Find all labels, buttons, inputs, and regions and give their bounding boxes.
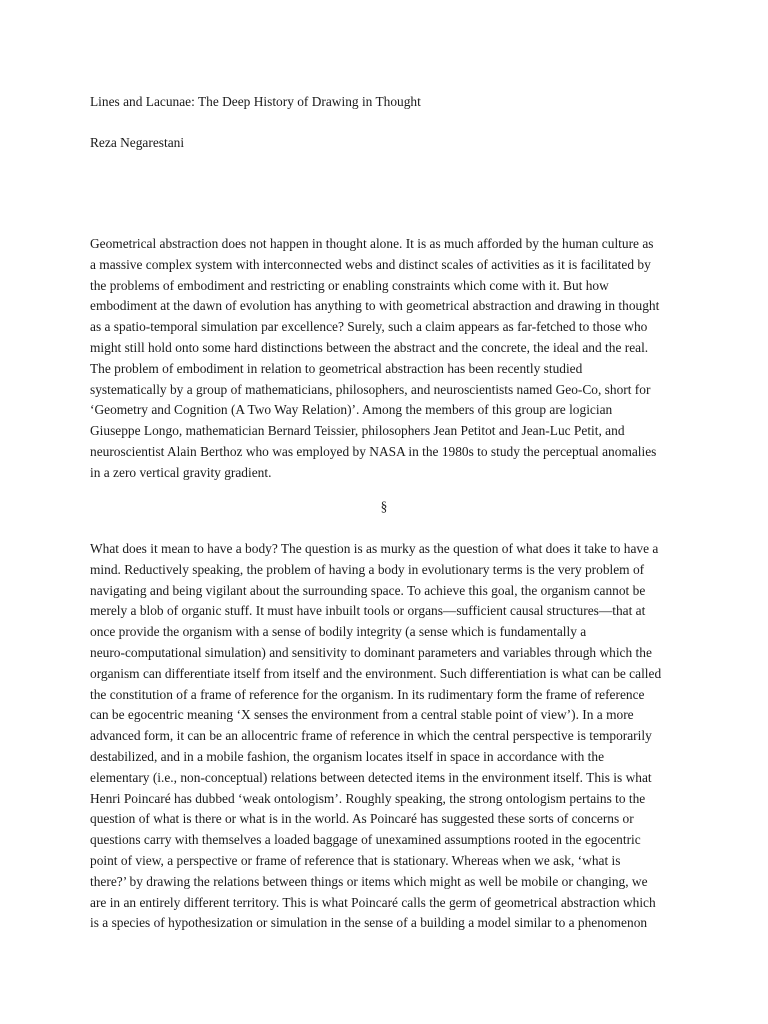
paragraph-line: Henri Poincaré has dubbed ‘weak ontologism’. Roughly speaking, the strong ontologism pertains to the bbox=[90, 790, 646, 806]
paragraph-line: Giuseppe Longo, mathematician Bernard Teissier, philosophers Jean Petitot and Jean-Luc Petit, and bbox=[90, 423, 625, 439]
section-separator: § bbox=[380, 499, 388, 514]
paragraph-line: What does it mean to have a body? The question is as murky as the question of what does it take to have a bbox=[90, 541, 659, 556]
paragraph-line: mind. Reductively speaking, the problem of having a body in evolutionary terms is the very problem of bbox=[90, 561, 645, 577]
paragraph-line: destabilized, and in a mobile fashion, the organism locates itself in space in accordance with the bbox=[90, 748, 605, 764]
document-author: Reza Negarestani bbox=[90, 135, 185, 150]
paragraph-line: the problems of embodiment and restricting or enabling constraints which come with it. But how bbox=[90, 277, 609, 293]
paragraph-line: are in an entirely different territory. This is what Poincaré calls the germ of geometrical abstraction which bbox=[90, 894, 656, 910]
paragraph-line: ‘Geometry and Cognition (A Two Way Relation)’. Among the members of this group are logician bbox=[90, 402, 613, 418]
paragraph-line: is a species of hypothesization or simulation in the sense of a building a model similar to a phenomenon bbox=[90, 915, 648, 931]
paragraph-line: organism can differentiate itself from itself and the environment. Such differentiation is what can be called bbox=[90, 665, 662, 681]
paragraph-line: there?’ by drawing the relations between things or items which might as well be mobile or changing, we bbox=[90, 873, 648, 889]
paragraph-line: point of view, a perspective or frame of reference that is stationary. Whereas when we ask, ‘what is bbox=[90, 852, 621, 868]
paragraph-line: navigating and being vigilant about the surrounding space. To achieve this goal, the organism cannot be bbox=[90, 582, 646, 598]
paragraph-line: neuroscientist Alain Berthoz who was employed by NASA in the 1980s to study the perceptual anomalies bbox=[90, 443, 657, 459]
paragraph-line: embodiment at the dawn of evolution has anything to with geometrical abstraction and drawing in thought bbox=[90, 298, 660, 314]
paragraph-line: advanced form, it can be an allocentric frame of reference in which the central perspective is temporarily bbox=[90, 728, 652, 744]
paragraph-line: in a zero vertical gravity gradient. bbox=[90, 464, 272, 480]
paragraph-line: the constitution of a frame of reference for the organism. In its rudimentary form the frame of reference bbox=[90, 686, 645, 702]
paragraph-line: as a spatio-temporal simulation par excellence? Surely, such a claim appears as far-fetched to those who bbox=[90, 319, 648, 335]
paragraph-line: merely a blob of organic stuff. It must have inbuilt tools or organs—sufficient causal structures—that at bbox=[90, 603, 646, 619]
paragraph-line: systematically by a group of mathematicians, philosophers, and neuroscientists named Geo-Co, short for bbox=[90, 381, 651, 397]
paragraph-line: questions carry with themselves a loaded baggage of unexamined assumptions rooted in the egocentric bbox=[90, 832, 641, 848]
paragraph-line: The problem of embodiment in relation to geometrical abstraction has been recently studied bbox=[90, 360, 583, 376]
paragraph-line: might still hold onto some hard distinctions between the abstract and the concrete, the ideal and the real. bbox=[90, 339, 649, 355]
paragraph-line: neuro-computational simulation) and sensitivity to dominant parameters and variables through which the bbox=[90, 644, 652, 660]
paragraph-line: can be egocentric meaning ‘X senses the environment from a central stable point of view’). In a more bbox=[90, 707, 634, 723]
document-title: Lines and Lacunae: The Deep History of Drawing in Thought bbox=[90, 94, 421, 109]
paragraph-1 bbox=[90, 234, 659, 484]
paragraph-line: Geometrical abstraction does not happen in thought alone. It is as much afforded by the human culture as bbox=[90, 236, 654, 251]
paragraph-2 bbox=[90, 539, 661, 934]
paragraph-line: question of what is there or what is in the world. As Poincaré has suggested these sorts of concerns or bbox=[90, 811, 634, 827]
paragraph-line: once provide the organism with a sense of bodily integrity (a sense which is fundamentally a bbox=[90, 624, 587, 640]
paragraph-line: a massive complex system with interconnected webs and distinct scales of activities as it is facilitated by bbox=[90, 256, 651, 272]
paragraph-line: elementary (i.e., non-conceptual) relations between detected items in the environment itself. This is what bbox=[90, 769, 652, 785]
